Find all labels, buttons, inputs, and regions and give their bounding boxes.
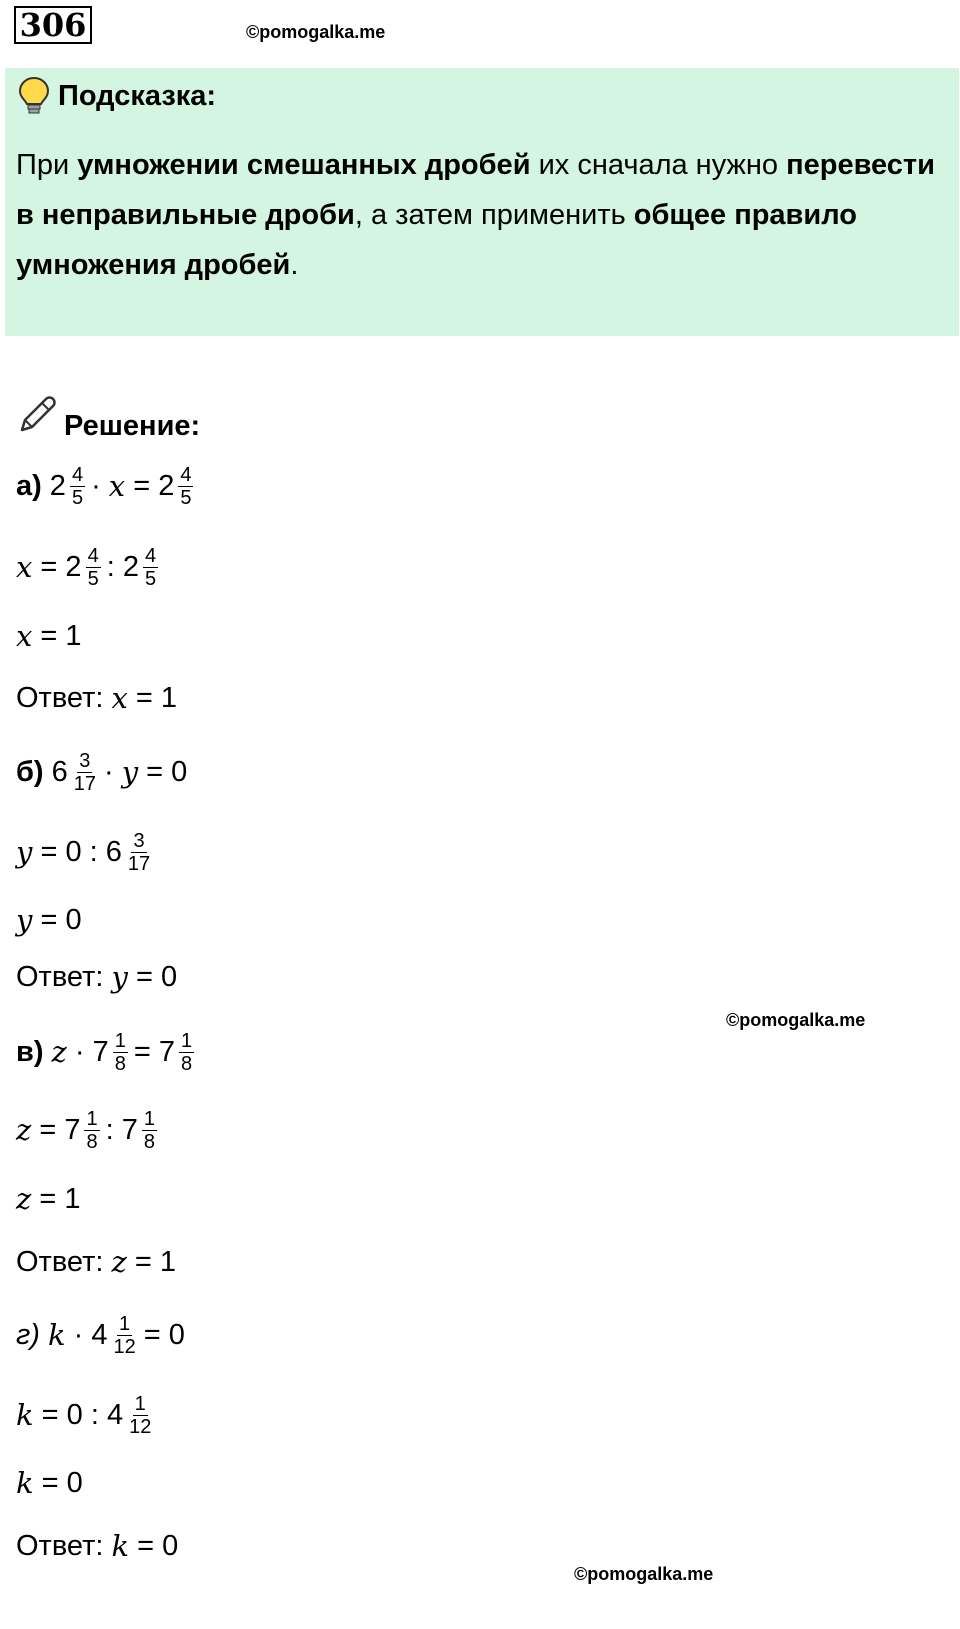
step-c-2: z = 1 [16, 1182, 81, 1216]
answer-a: Ответ: x = 1 [16, 681, 178, 715]
answer-d: Ответ: k = 0 [16, 1529, 179, 1563]
step-a-2: x = 1 [16, 619, 82, 653]
hint-title: Подсказка: [58, 80, 217, 112]
equation-a: а) 2 $\frac{4}{5}$ · x = 2 $\frac{4}{5}$ [16, 463, 192, 509]
watermark: ©pomogalka.me [726, 1010, 866, 1030]
step-b-2: y = 0 [16, 903, 82, 937]
equation-b: б) 6 $\frac{3}{17}$ · y = 0 [16, 749, 188, 795]
step-b-1: y = 0 : 6 $\frac{3}{17}$ [16, 829, 151, 875]
watermark: ©pomogalka.me [246, 22, 386, 42]
watermark: ©pomogalka.me [574, 1564, 714, 1584]
answer-c: Ответ: z = 1 [16, 1245, 176, 1279]
answer-b: Ответ: y = 0 [16, 960, 178, 994]
hint-text: При умножении смешанных дробей их сначала нужно перевести в неправильные дроби, а затем применить общее правило умножения дробей. [16, 149, 935, 281]
pencil-icon [16, 394, 58, 436]
solution-title: Решение: [64, 410, 201, 442]
equation-c: в) z · 7 $\frac{1}{8}$ = 7 $\frac{1}{8}$ [16, 1029, 193, 1075]
task-number: 306 [14, 6, 92, 44]
equation-d: г) k · 4 $\frac{1}{12}$ = 0 [16, 1312, 185, 1358]
step-d-1: k = 0 : 4 $\frac{1}{12}$ [16, 1392, 152, 1438]
step-d-2: k = 0 [16, 1466, 83, 1500]
step-c-1: z = 7 $\frac{1}{8}$ : 7 $\frac{1}{8}$ [16, 1107, 155, 1153]
lightbulb-icon [18, 76, 50, 116]
step-a-1: x = 2 $\frac{4}{5}$ : 2 $\frac{4}{5}$ [16, 544, 157, 590]
